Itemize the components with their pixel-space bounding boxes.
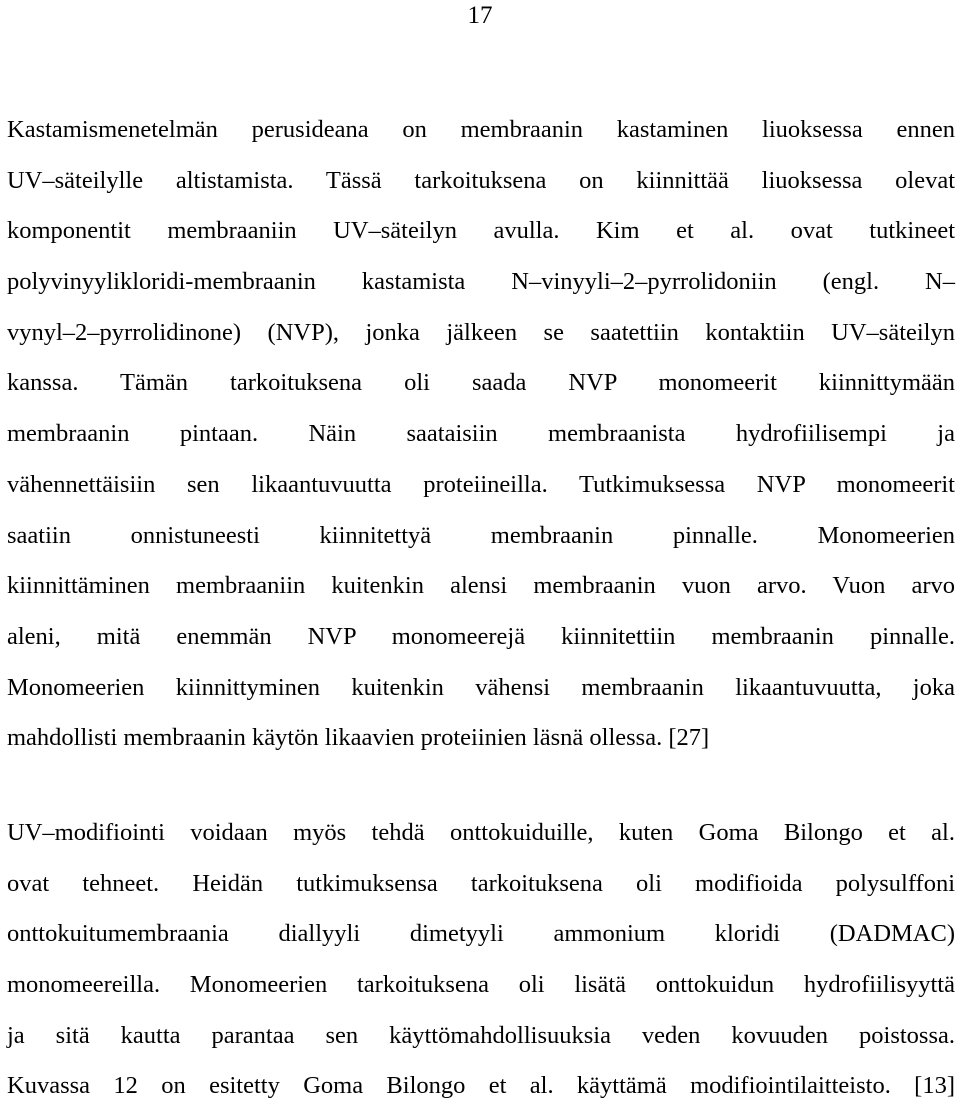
paragraph-uv-dipping-method <box>7 112 955 771</box>
text-line: membraanin pintaan. Näin saataisiin membraanista hydrofiilisempi ja <box>7 420 955 448</box>
text-line: ja sitä kautta parantaa sen käyttömahdollisuuksia veden kovuuden poistossa. <box>7 1021 955 1049</box>
text-line: vähennettäisiin sen likaantuvuutta proteiineilla. Tutkimuksessa NVP monomeerit <box>7 470 955 498</box>
text-line: Kuvassa 12 on esitetty Goma Bilongo et al. käyttämä modifiointilaitteisto. [13] <box>7 1072 955 1100</box>
text-line: saatiin onnistuneesti kiinnitettyä membraanin pinnalle. Monomeerien <box>7 521 955 549</box>
text-line: onttokuitumembraania diallyyli dimetyyli ammonium kloridi (DADMAC) <box>7 920 955 948</box>
text-line: aleni, mitä enemmän NVP monomeerejä kiinnitettiin membraanin pinnalle. <box>7 622 955 650</box>
text-line: Kastamismenetelmän perusideana on membraanin kastaminen liuoksessa ennen <box>7 116 955 143</box>
text-line: UV–modifiointi voidaan myös tehdä onttokuiduille, kuten Goma Bilongo et al. <box>7 819 955 846</box>
paragraph-uv-hollow-fiber <box>7 815 955 1119</box>
text-line: mahdollisti membraanin käytön likaavien proteiinien läsnä ollessa. [27] <box>7 724 710 752</box>
text-line: Monomeerien kiinnittyminen kuitenkin vähensi membraanin likaantuvuutta, joka <box>7 673 955 701</box>
text-line: kanssa. Tämän tarkoituksena oli saada NVP monomeerit kiinnittymään <box>7 369 955 397</box>
text-line: monomeereilla. Monomeerien tarkoituksena oli lisätä onttokuidun hydrofiilisyyttä <box>7 971 955 999</box>
page-number: 17 <box>467 2 493 29</box>
text-line: ovat tehneet. Heidän tutkimuksensa tarkoituksena oli modifioida polysulffoni <box>7 869 955 897</box>
text-line: polyvinyylikloridi-membraanin kastamista N–vinyyli–2–pyrrolidoniin (engl. N– <box>7 268 955 296</box>
text-line: vynyl–2–pyrrolidinone) (NVP), jonka jälkeen se saatettiin kontaktiin UV–säteilyn <box>7 318 955 346</box>
text-line: kiinnittäminen membraaniin kuitenkin alensi membraanin vuon arvo. Vuon arvo <box>7 572 955 600</box>
text-line: UV–säteilylle altistamista. Tässä tarkoituksena on kiinnittää liuoksessa olevat <box>7 166 955 194</box>
text-line: komponentit membraaniin UV–säteilyn avulla. Kim et al. ovat tutkineet <box>7 217 955 245</box>
